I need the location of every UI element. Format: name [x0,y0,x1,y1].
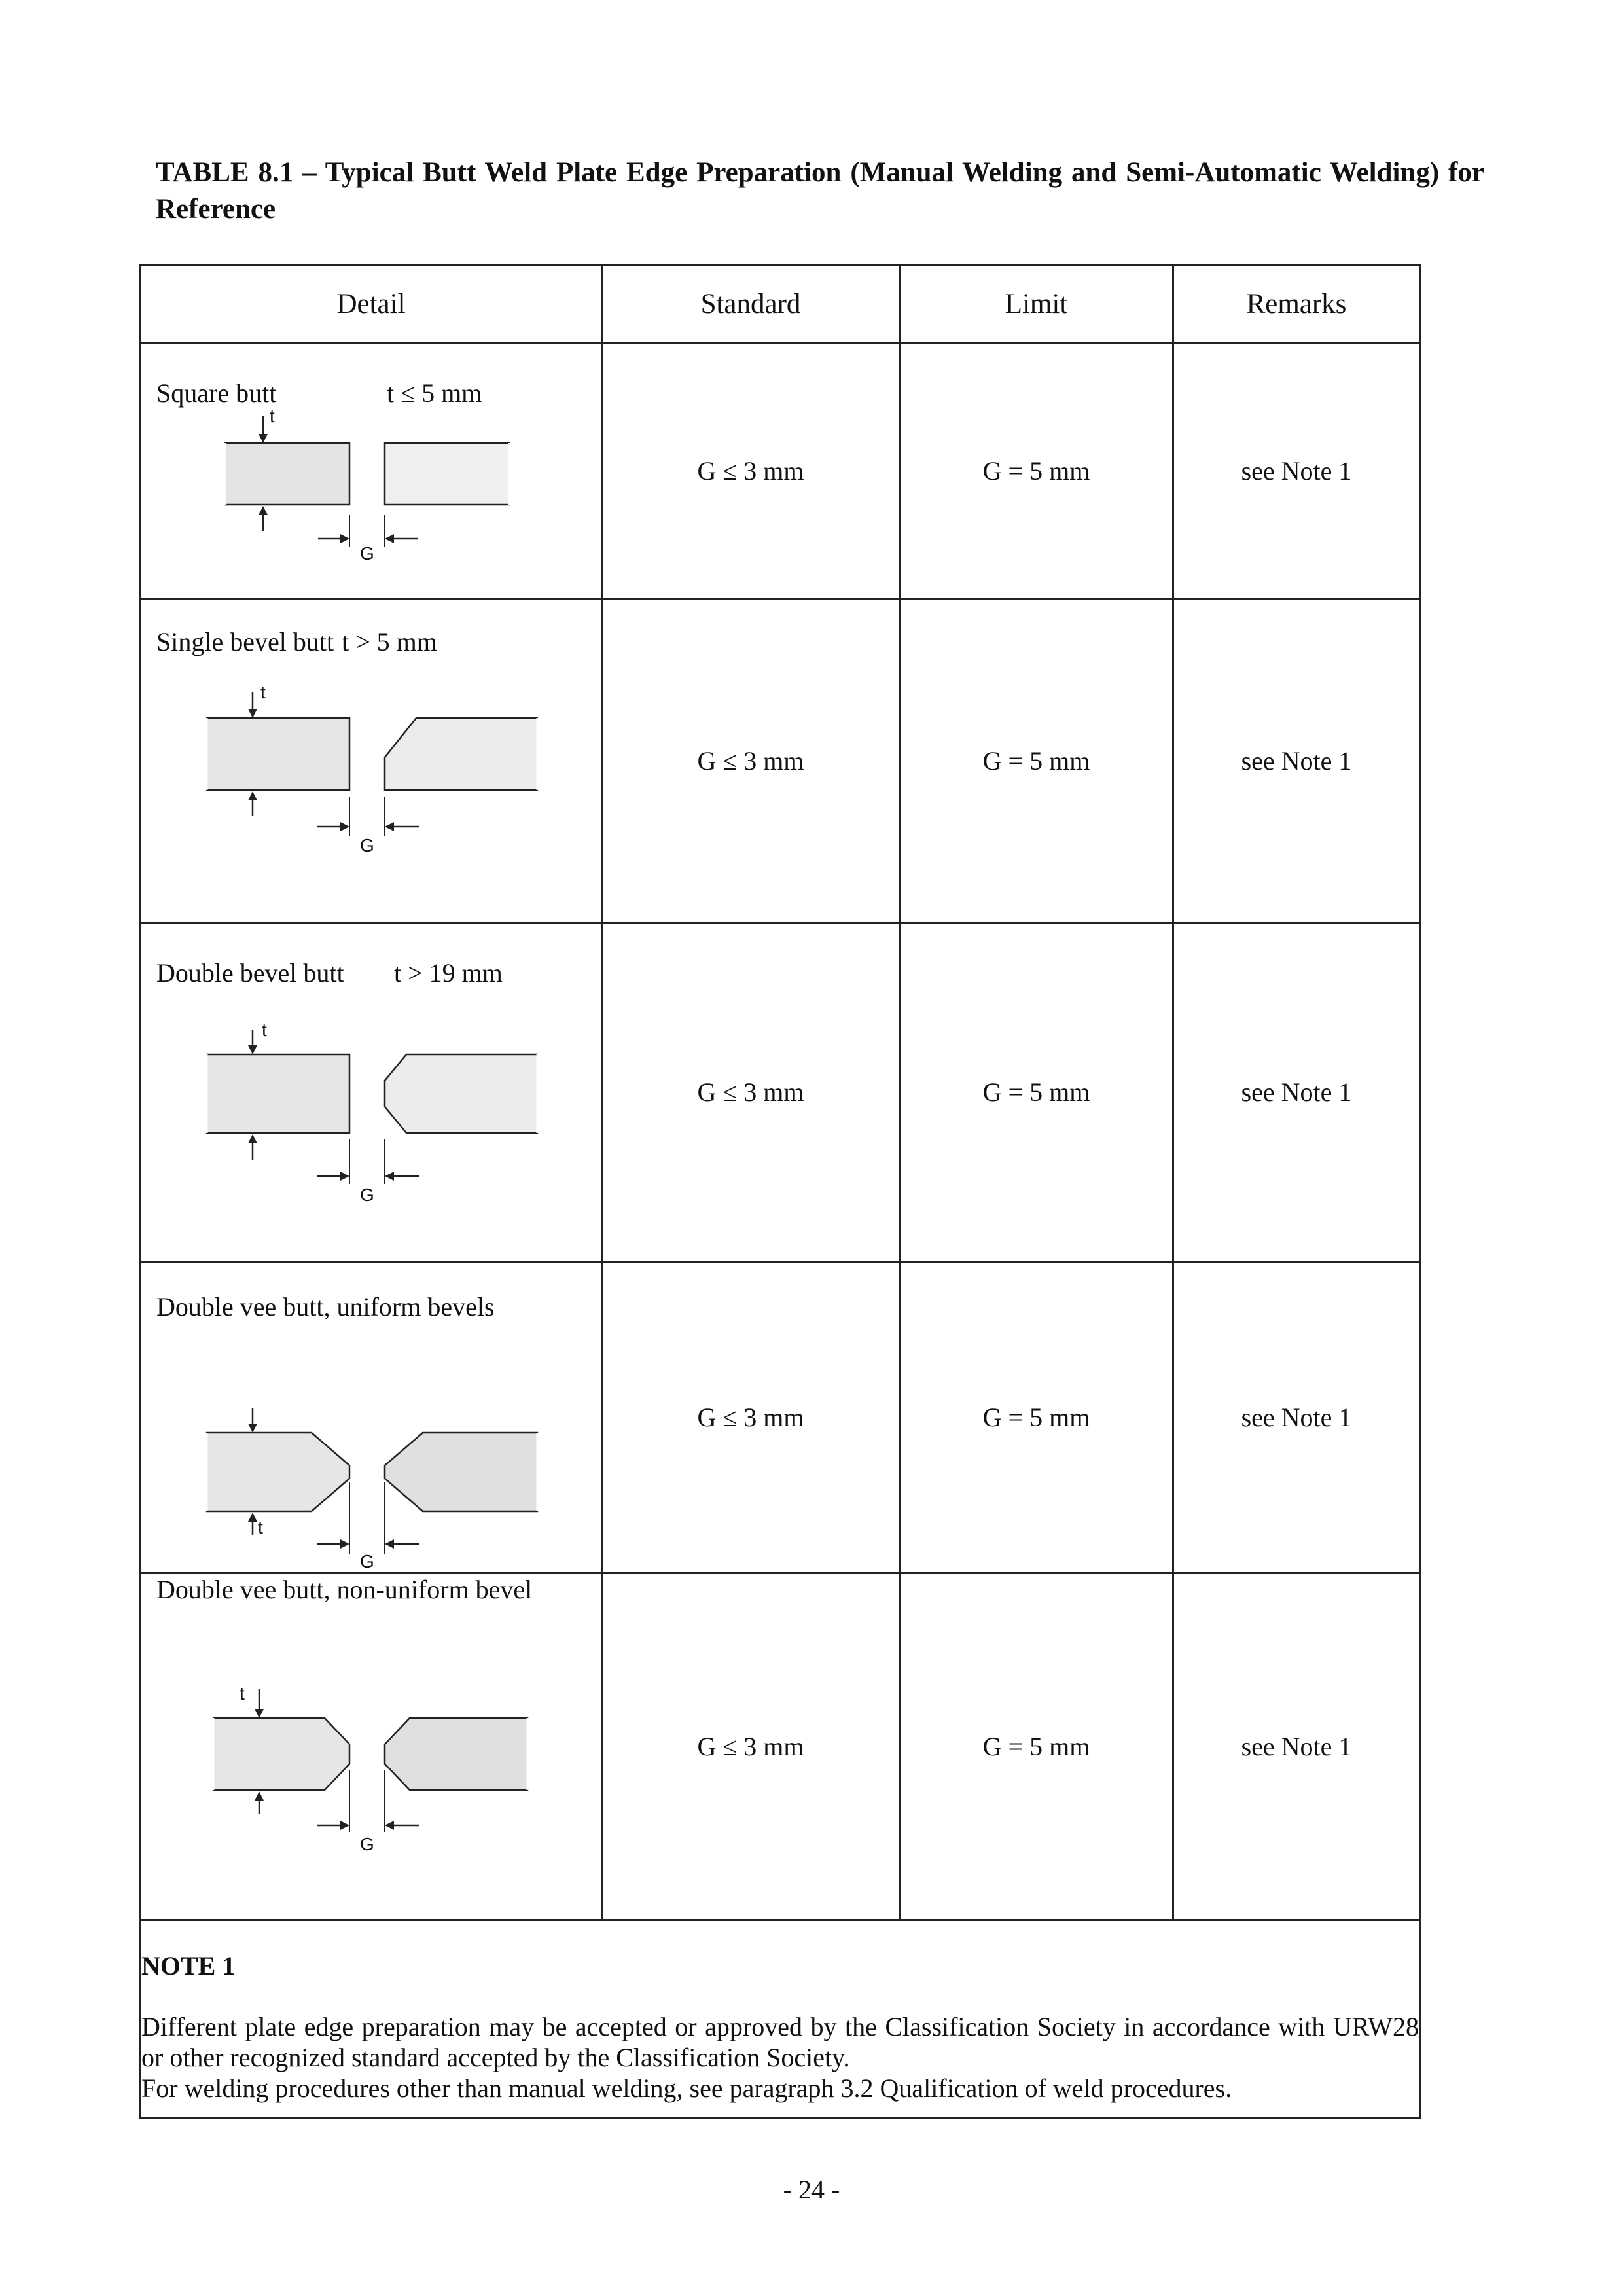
table-row [141,600,1420,923]
standard-cell: G ≤ 3 mm [602,923,900,1262]
thickness-label: t [262,1020,267,1040]
header-standard: Standard [602,265,900,343]
limit-cell: G = 5 mm [900,1262,1173,1573]
detail-label: Double vee butt, non-uniform bevel [156,1575,533,1604]
standard-cell: G ≤ 3 mm [602,1573,900,1920]
standard-cell: G ≤ 3 mm [602,1262,900,1573]
double-vee-non-uniform-sketch [141,1574,603,1921]
note-cell [141,1920,1420,2119]
thickness-label: t [258,1517,263,1537]
limit-cell: G = 5 mm [900,1573,1173,1920]
remarks-cell: see Note 1 [1173,600,1420,923]
header-limit: Limit [900,265,1173,343]
detail-cell [141,600,602,923]
header-detail: Detail [141,265,602,343]
note-heading: NOTE 1 [141,1951,236,1981]
gap-label: G [360,1551,374,1571]
gap-label: G [360,1834,374,1854]
gap-label: G [360,1185,374,1205]
table-header-row [141,265,1420,343]
detail-label: Single bevel butt [156,627,334,656]
limit-cell: G = 5 mm [900,600,1173,923]
thickness-label: t [270,406,275,426]
limit-cell: G = 5 mm [900,343,1173,600]
standard-cell: G ≤ 3 mm [602,343,900,600]
note-line-1: Different plate edge preparation may be accepted or approved by the Classification Society in accordance with URW28 or other recognized standard accepted by the Classification Society. [141,2012,1419,2072]
table-title: TABLE 8.1 – Typical Butt Weld Plate Edge Preparation (Manual Welding and Semi-Automatic Welding) for Reference [156,157,1484,224]
detail-cell [141,1573,602,1920]
page-number: - 24 - [783,2175,840,2204]
remarks-cell: see Note 1 [1173,1262,1420,1573]
remarks-cell: see Note 1 [1173,343,1420,600]
double-vee-uniform-sketch [141,1263,603,1574]
standard-cell: G ≤ 3 mm [602,600,900,923]
detail-condition: t > 5 mm [342,627,437,656]
detail-condition: t > 19 mm [394,958,503,988]
table-row [141,1262,1420,1573]
detail-cell [141,923,602,1262]
weld-preparation-table [139,264,1421,2119]
note-line-2: For welding procedures other than manual welding, see paragraph 3.2 Qualification of weld procedures. [141,2073,1232,2103]
detail-label: Double vee butt, uniform bevels [156,1292,495,1321]
detail-label: Double bevel butt [156,958,344,988]
detail-label: Square butt [156,378,277,408]
detail-cell [141,1262,602,1573]
thickness-label: t [260,682,266,702]
note-text [141,2011,1419,2104]
detail-cell [141,343,602,600]
double-bevel-butt-sketch [141,924,603,1263]
limit-cell: G = 5 mm [900,923,1173,1262]
remarks-cell: see Note 1 [1173,923,1420,1262]
thickness-label: t [240,1683,245,1704]
table-row [141,343,1420,600]
gap-label: G [360,835,374,855]
detail-condition: t ≤ 5 mm [387,378,482,408]
table-row [141,1573,1420,1920]
remarks-cell: see Note 1 [1173,1573,1420,1920]
note-row [141,1920,1420,2119]
gap-label: G [360,543,374,564]
square-butt-sketch [141,344,603,600]
header-remarks: Remarks [1173,265,1420,343]
table-row [141,923,1420,1262]
single-bevel-butt-sketch [141,600,603,924]
